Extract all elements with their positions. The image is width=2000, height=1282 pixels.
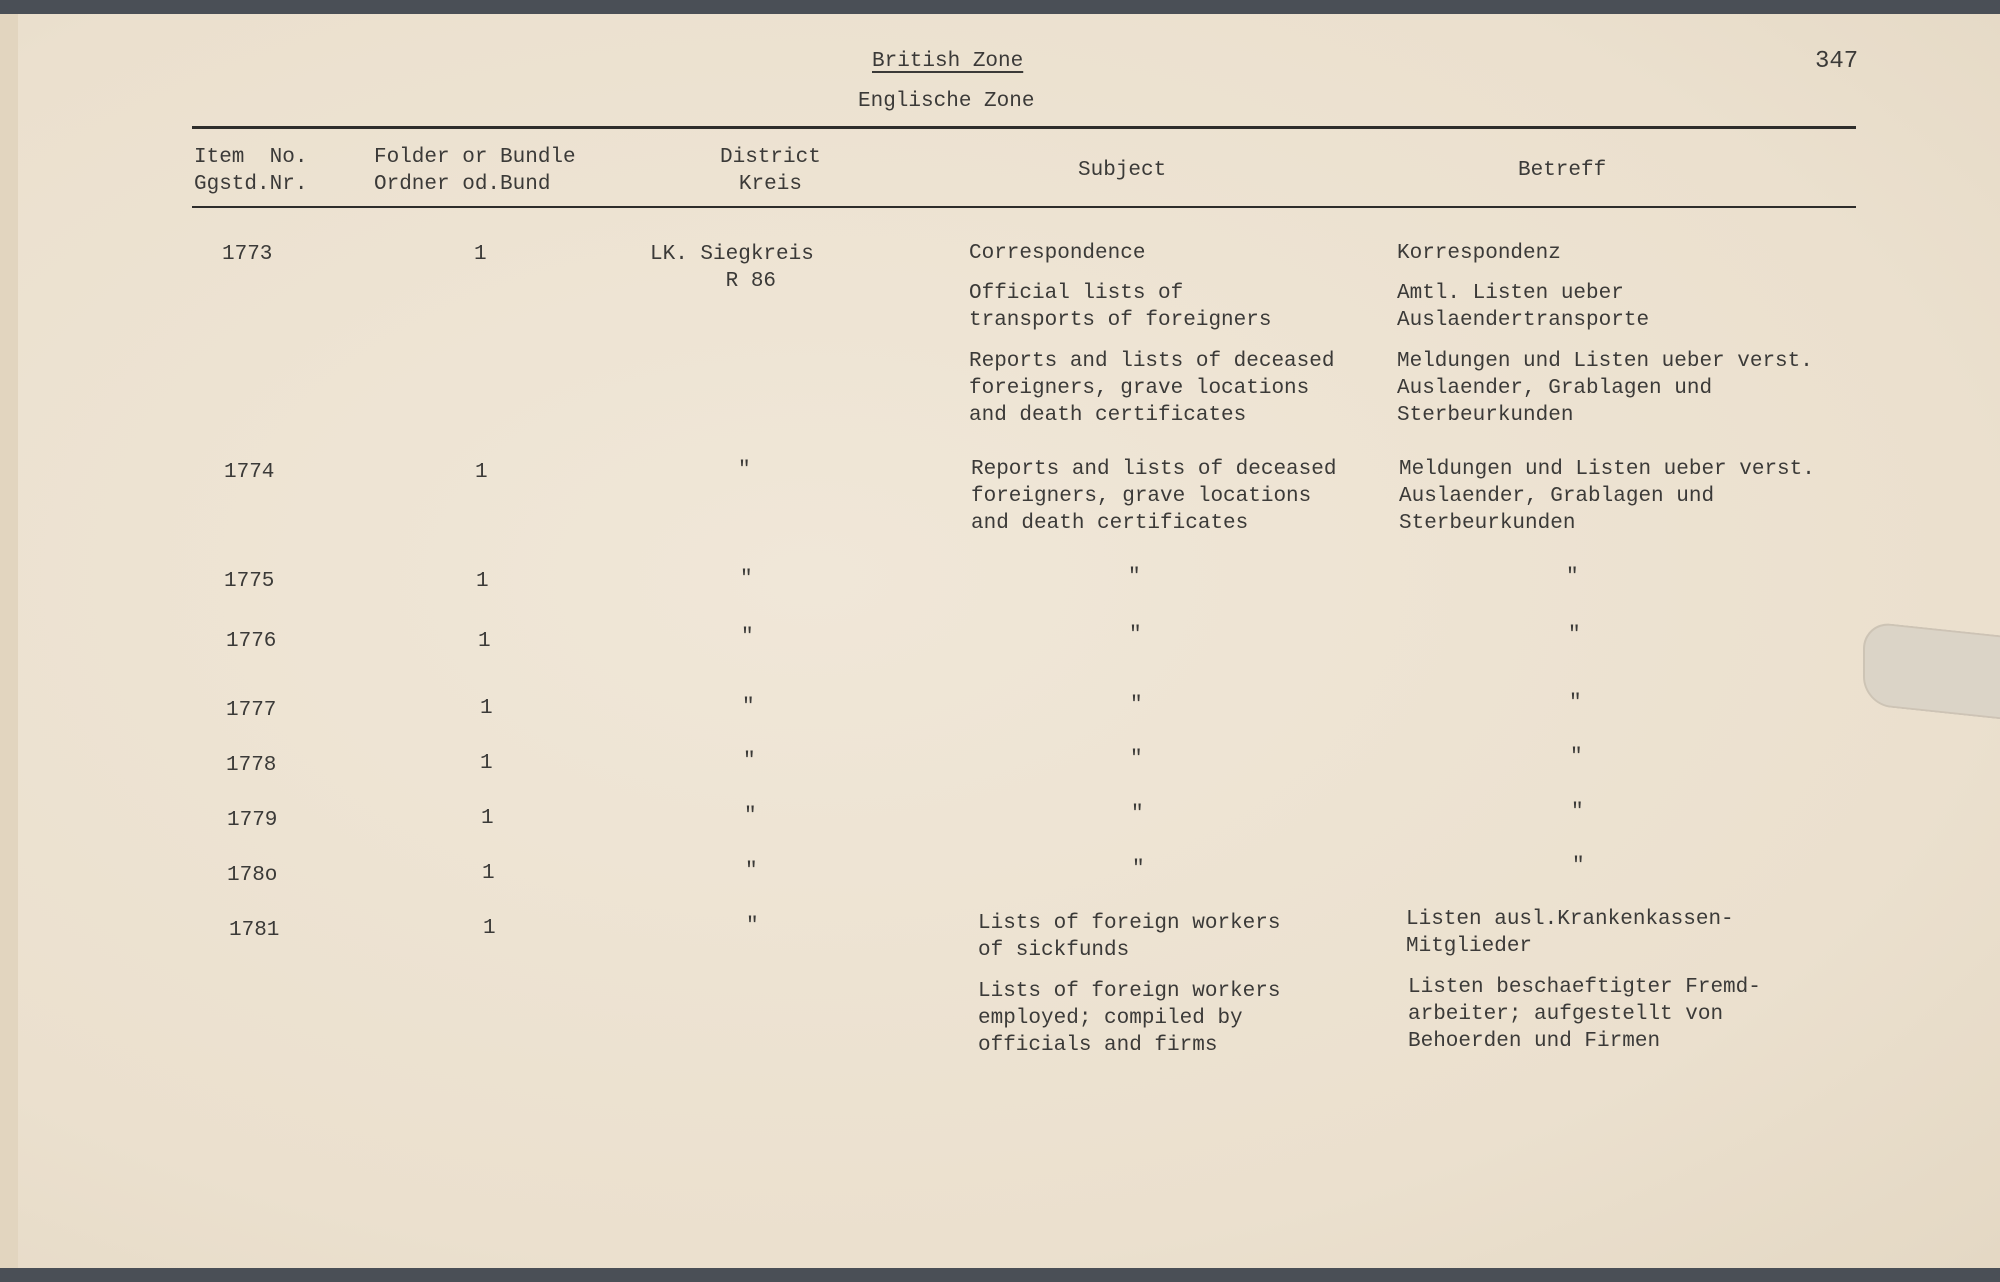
row-folder: 1 [478, 630, 491, 653]
row-subject: " [1131, 803, 1144, 826]
row-item-number: 1781 [229, 919, 280, 942]
row-betreff: Meldungen und Listen ueber verst. Auslaender, Grablagen und Sterbeurkunden [1397, 350, 1813, 427]
row-district: " [745, 860, 758, 883]
row-folder: 1 [480, 752, 493, 775]
row-folder: 1 [480, 697, 493, 720]
row-district: " [744, 805, 757, 828]
row-district: LK. Siegkreis R 86 [650, 243, 814, 293]
row-item-number: 178o [227, 864, 278, 887]
row-subject: Lists of foreign workers of sickfunds [978, 912, 1281, 962]
row-district: " [743, 750, 756, 773]
row-subject: Reports and lists of deceased foreigners, grave locations and death certificates [971, 458, 1337, 535]
column-header-betreff: Betreff [1518, 159, 1607, 182]
row-item-number: 1777 [226, 699, 277, 722]
column-header-folder: Folder or Bundle Ordner od.Bund [374, 146, 576, 196]
row-district: " [740, 568, 753, 591]
row-betreff: Meldungen und Listen ueber verst. Auslaender, Grablagen und Sterbeurkunden [1399, 458, 1815, 535]
column-header-subject: Subject [1078, 159, 1167, 182]
row-district: " [746, 915, 759, 938]
document-page [0, 14, 2000, 1268]
row-subject: Correspondence [969, 242, 1146, 265]
row-betreff: " [1569, 692, 1582, 715]
row-betreff: Amtl. Listen ueber Auslaendertransporte [1397, 282, 1650, 332]
row-subject: Lists of foreign workers employed; compiled by officials and firms [978, 980, 1281, 1057]
row-folder: 1 [475, 461, 488, 484]
row-subject: " [1130, 748, 1143, 771]
row-betreff: Listen beschaeftigter Fremd- arbeiter; aufgestellt von Behoerden und Firmen [1408, 976, 1761, 1053]
header-top-rule [192, 126, 1856, 129]
row-item-number: 1773 [222, 243, 273, 266]
row-district: " [742, 696, 755, 719]
page-tab-marker [1863, 621, 2000, 719]
row-betreff: " [1571, 801, 1584, 824]
row-item-number: 1774 [224, 461, 275, 484]
row-item-number: 1775 [224, 570, 275, 593]
row-folder: 1 [474, 243, 487, 266]
zone-title-english: British Zone [872, 50, 1024, 73]
row-subject: Official lists of transports of foreigners [969, 282, 1272, 332]
row-betreff: " [1568, 624, 1581, 647]
zone-title-german: Englische Zone [858, 90, 1035, 113]
row-betreff: Korrespondenz [1397, 242, 1561, 265]
row-folder: 1 [476, 570, 489, 593]
row-betreff: " [1572, 855, 1585, 878]
row-item-number: 1779 [227, 809, 278, 832]
row-subject: Reports and lists of deceased foreigners, grave locations and death certificates [969, 350, 1335, 427]
column-header-item: Item No. Ggstd.Nr. [194, 146, 308, 196]
row-folder: 1 [481, 807, 494, 830]
row-folder: 1 [482, 862, 495, 885]
page-number: 347 [1815, 48, 1859, 75]
row-item-number: 1778 [226, 754, 277, 777]
row-subject: " [1132, 858, 1145, 881]
row-district: " [741, 626, 754, 649]
row-subject: " [1129, 624, 1142, 647]
row-betreff: Listen ausl.Krankenkassen- Mitglieder [1406, 908, 1734, 958]
row-subject: " [1130, 694, 1143, 717]
row-subject: " [1128, 566, 1141, 589]
row-betreff: " [1566, 566, 1579, 589]
row-folder: 1 [483, 917, 496, 940]
row-district: " [738, 459, 751, 482]
row-item-number: 1776 [226, 630, 277, 653]
row-betreff: " [1570, 746, 1583, 769]
column-header-district: District Kreis [720, 146, 821, 196]
header-bottom-rule [192, 206, 1856, 208]
